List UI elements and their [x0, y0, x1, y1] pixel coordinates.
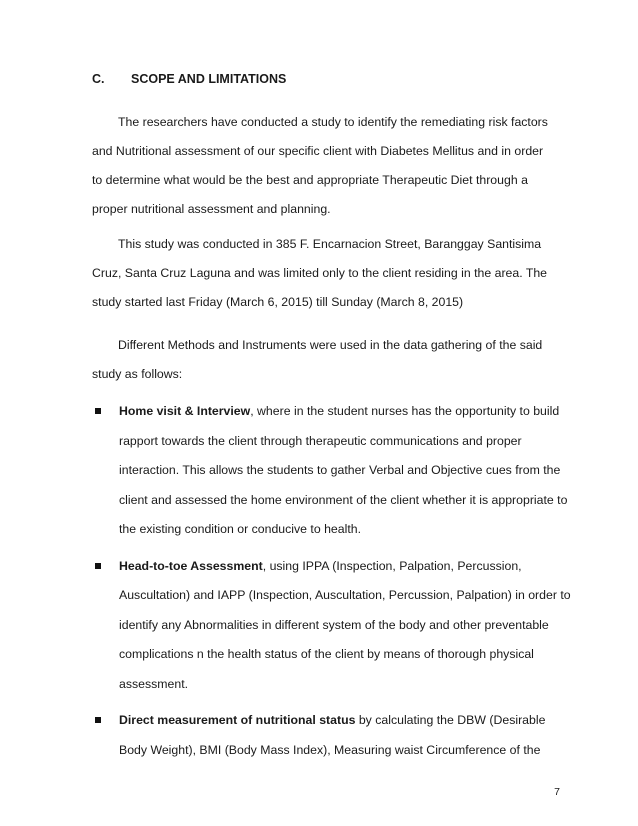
list-item: [92, 397, 572, 545]
square-bullet-icon: [95, 408, 101, 414]
paragraph-purpose: The researchers have conducted a study to identify the remediating risk factors and Nutritional assessment of our specific client with Diabetes Mellitus and in order to determine what would be the best and appropriate Therapeutic Diet through a proper nutritional assessment and planning.: [92, 115, 548, 216]
method-description: by calculating the DBW (Desirable Body Weight), BMI (Body Mass Index), Measuring waist Circumference of the: [119, 713, 546, 757]
page-number: 7: [554, 786, 560, 798]
method-description: , where in the student nurses has the opportunity to build rapport towards the client through therapeutic communications and proper interaction. This allows the students to gather Verbal and Objective cues from the client and assessed the home environment of the client whether it is appropriate to the existing condition or conducive to health.: [119, 404, 568, 536]
list-item: [92, 706, 572, 765]
method-term: Direct measurement of nutritional status: [119, 713, 356, 727]
section-title: SCOPE AND LIMITATIONS: [131, 72, 287, 86]
section-number: C.: [92, 72, 105, 86]
square-bullet-icon: [95, 563, 101, 569]
method-description: , using IPPA (Inspection, Palpation, Percussion, Auscultation) and IAPP (Inspection, Auscultation, Percussion, Palpation) in order to identify any Abnormalities in different system of the body and other preventable complications n the health status of the client by means of thorough physical assessment.: [119, 558, 571, 691]
method-term: Head-to-toe Assessment: [119, 558, 263, 573]
paragraph-methods-intro: Different Methods and Instruments were used in the data gathering of the said study as follows:: [92, 338, 543, 381]
paragraph-location: This study was conducted in 385 F. Encarnacion Street, Baranggay Santisima Cruz, Santa Cruz Laguna and was limited only to the client residing in the area. The study started last Friday (March 6, 2015) till Sunday (March 8, 2015): [92, 237, 548, 309]
list-item: [92, 552, 572, 700]
method-term: Home visit & Interview: [119, 404, 251, 418]
square-bullet-icon: [95, 717, 101, 723]
methods-list: [92, 397, 572, 772]
